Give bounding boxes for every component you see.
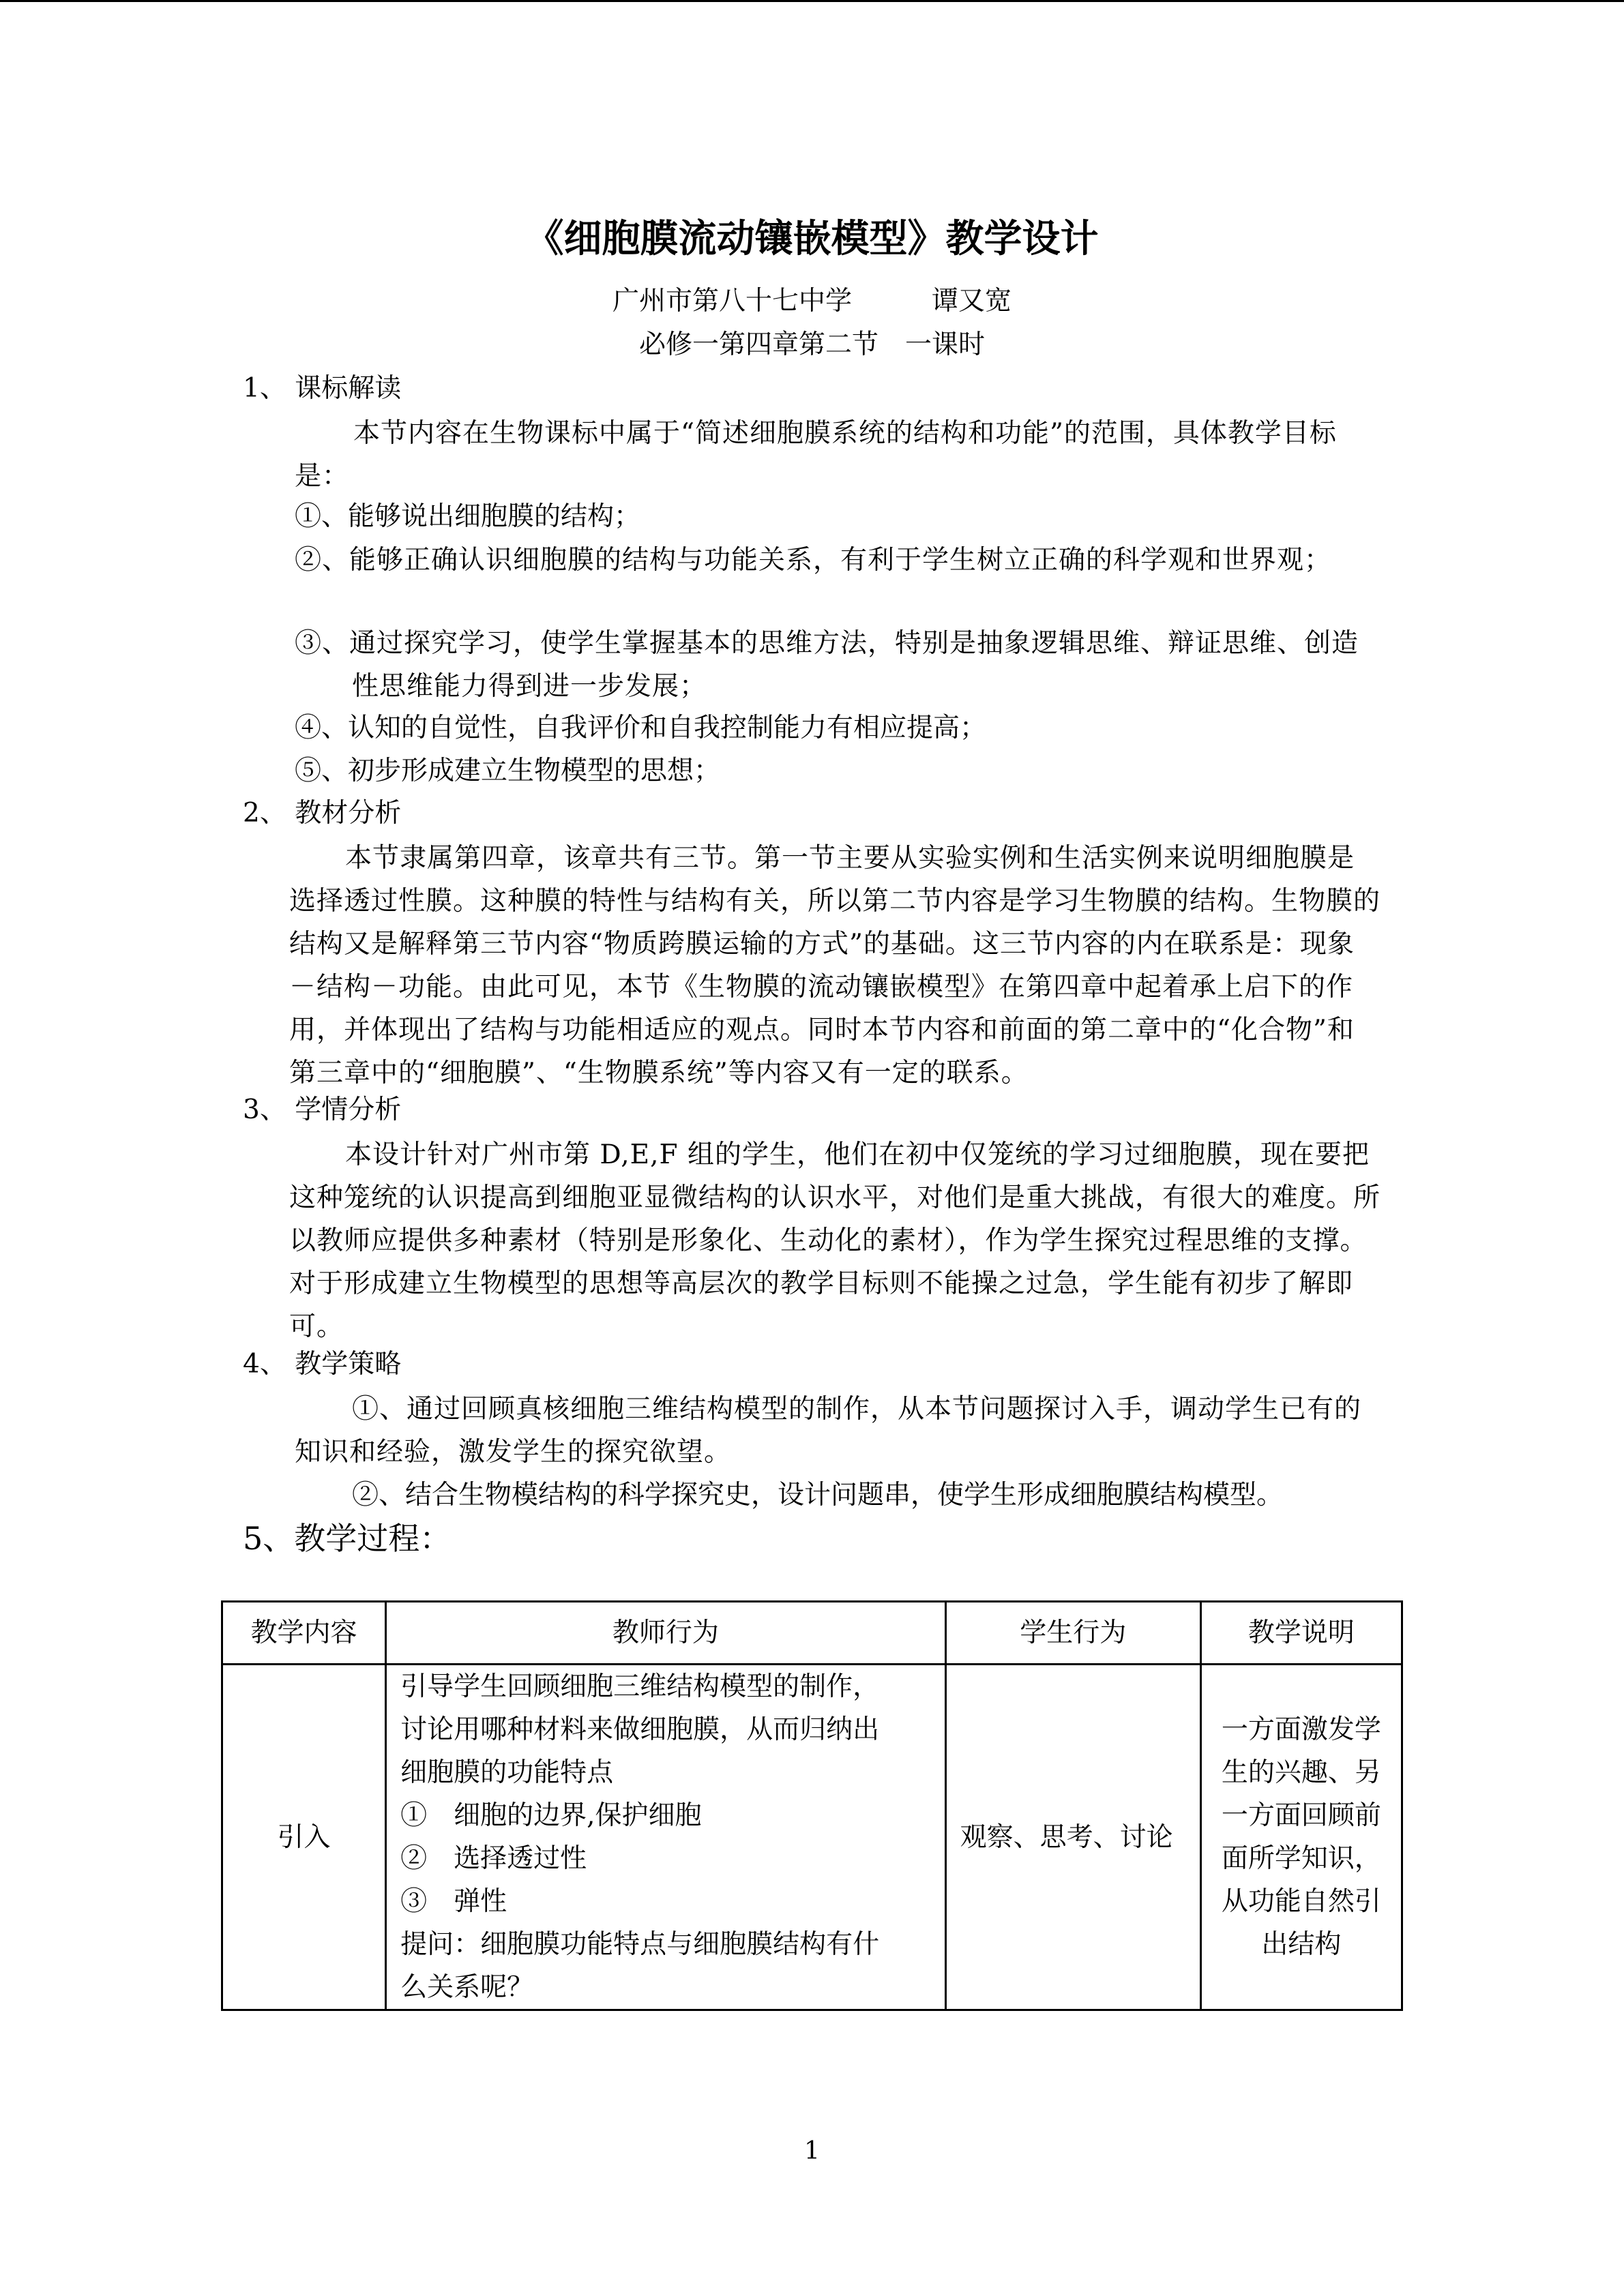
- teacher-line-4: ① 细胞的边界,保护细胞: [400, 1800, 702, 1831]
- section-5-heading: 5、教学过程：: [243, 1520, 452, 1557]
- row-note-cell: 一方面激发学生的兴趣、另一方面回顾前面所学知识，从功能自然引出结构: [1200, 1665, 1402, 2010]
- section-2-body: 本节隶属第四章，该章共有三节。第一节主要从实验实例和生活实例来说明细胞膜是选择透过性膜。这种膜的特性与结构有关，所以第二节内容是学习生物膜的结构。生物膜的结构又是解释第三节内容“物质跨膜运输的方式”的基础。这三节内容的内在联系是：现象－结构－功能。由此可见，本节《生物膜的流动镶嵌模型》在第四章中起着承上启下的作用，并体现出了结构与功能相适应的观点。同时本节内容和前面的第二章中的“化合物”和第三章中的“细胞膜”、“生物膜系统”等内容又有一定的联系。: [289, 843, 1381, 1088]
- section-4-heading: 4、 教学策略: [243, 1349, 402, 1380]
- objective-5: ⑤、初步形成建立生物模型的思想；: [295, 756, 721, 786]
- teaching-process-table: [221, 1600, 1403, 2011]
- section-1-heading: 1、 课标解读: [243, 373, 402, 404]
- objective-4: ④、认知的自觉性，自我评价和自我控制能力有相应提高；: [295, 713, 987, 743]
- teacher-line-5: ② 选择透过性: [400, 1843, 587, 1874]
- table-row: [222, 1665, 1402, 2010]
- teacher-line-1: 引导学生回顾细胞三维结构模型的制作，: [400, 1671, 880, 1702]
- objective-3: ③、通过探究学习，使学生掌握基本的思维方法，特别是抽象逻辑思维、辩证思维、创造性思维能力得到进一步发展；: [295, 628, 1359, 702]
- section-2-heading: 2、 教材分析: [243, 798, 402, 829]
- row-student-cell: 观察、思考、讨论: [945, 1665, 1200, 2010]
- objective-2: ②、能够正确认识细胞膜的结构与功能关系，有利于学生树立正确的科学观和世界观；: [295, 545, 1332, 576]
- row-content-cell: 引入: [222, 1665, 386, 2010]
- row-teacher-cell: [386, 1665, 945, 2010]
- teacher-line-8: 么关系呢？: [400, 1972, 534, 2003]
- table-header-row: [222, 1602, 1402, 1665]
- course-line: 必修一第四章第二节 一课时: [638, 329, 985, 360]
- top-border-line: [0, 0, 1624, 2]
- header-content: 教学内容: [222, 1602, 386, 1665]
- teacher-line-3: 细胞膜的功能特点: [400, 1757, 614, 1788]
- teacher-line-7: 提问：细胞膜功能特点与细胞膜结构有什: [400, 1929, 880, 1960]
- section-3-body: 本设计针对广州市第 D,E,F 组的学生，他们在初中仅笼统的学习过细胞膜，现在要把这种笼统的认识提高到细胞亚显微结构的认识水平，对他们是重大挑战，有很大的难度。所以教师应提供多种素材（特别是形象化、生动化的素材），作为学生探究过程思维的支撑。对于形成建立生物模型的思想等高层次的教学目标则不能操之过急，学生能有初步了解即可。: [289, 1139, 1381, 1342]
- section-3-heading: 3、 学情分析: [243, 1094, 402, 1125]
- page-number: 1: [804, 2137, 820, 2165]
- section-1-intro: 本节内容在生物课标中属于“简述细胞膜系统的结构和功能”的范围，具体教学目标是：: [295, 418, 1337, 492]
- document-title: 《细胞膜流动镶嵌模型》教学设计: [525, 216, 1099, 261]
- teacher-line-2: 讨论用哪种材料来做细胞膜，从而归纳出: [400, 1714, 880, 1745]
- header-notes: 教学说明: [1200, 1602, 1402, 1665]
- strategy-1: ①、通过回顾真核细胞三维结构模型的制作，从本节问题探讨入手，调动学生已有的知识和经验，激发学生的探究欲望。: [295, 1394, 1362, 1467]
- objective-1: ①、能够说出细胞膜的结构；: [295, 501, 641, 532]
- author-line: 广州市第八十七中学 谭又宽: [612, 286, 1012, 316]
- strategy-2: ②、结合生物模结构的科学探究史，设计问题串，使学生形成细胞膜结构模型。: [352, 1480, 1284, 1510]
- header-teacher: 教师行为: [386, 1602, 945, 1665]
- header-student: 学生行为: [945, 1602, 1200, 1665]
- teacher-line-6: ③ 弹性: [400, 1886, 507, 1917]
